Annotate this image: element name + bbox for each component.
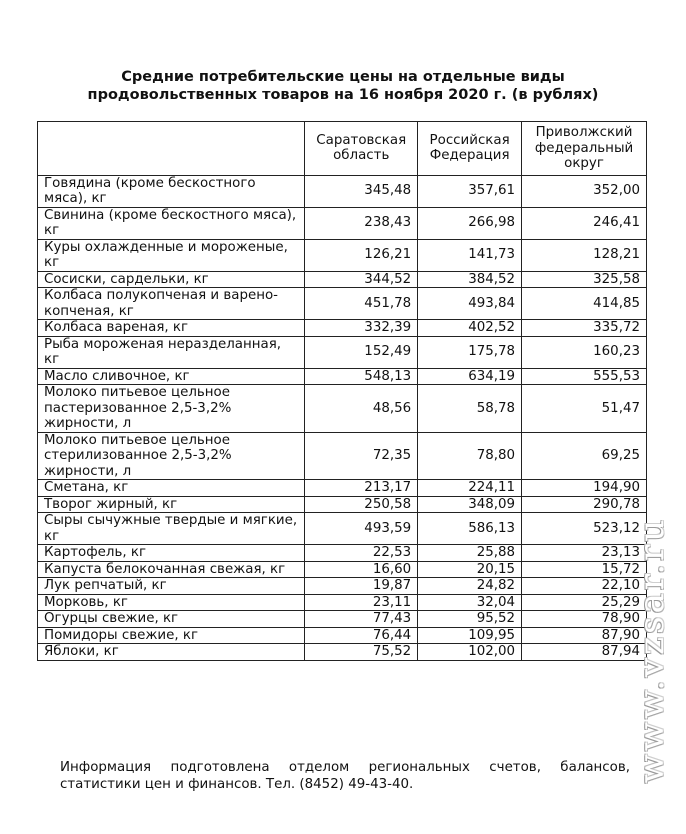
saratov-price-cell: 332,39 [305,320,418,337]
footnote-line-1: Информация подготовлена отделом региональных счетов, балансов, [60,760,630,775]
saratov-price-cell: 75,52 [305,644,418,661]
pfo-price-cell: 414,85 [522,288,647,320]
table-row [38,271,647,288]
table-header-row [38,122,647,176]
saratov-price-cell: 48,56 [305,385,418,433]
table-row [38,239,647,271]
product-name-cell: Сыры сычужные твердые и мягкие, кг [38,513,305,545]
table-row [38,496,647,513]
saratov-price-cell: 126,21 [305,239,418,271]
product-name-cell: Огурцы свежие, кг [38,611,305,628]
product-name-cell: Молоко питьевое цельное стерилизованное 2,5-3,2% жирности, л [38,432,305,480]
pfo-price-cell: 69,25 [522,432,647,480]
title-line-1: Средние потребительские цены на отдельные виды [121,69,565,85]
rf-price-cell: 357,61 [418,175,522,207]
pfo-price-cell: 194,90 [522,480,647,497]
rf-price-cell: 109,95 [418,627,522,644]
watermark-text: www.vzsar.ru [632,516,672,784]
rf-price-cell: 348,09 [418,496,522,513]
product-name-cell: Сосиски, сардельки, кг [38,271,305,288]
pfo-price-cell: 290,78 [522,496,647,513]
table-row [38,207,647,239]
footnote [60,759,630,793]
rf-price-cell: 634,19 [418,368,522,385]
table-row [38,561,647,578]
rf-price-cell: 266,98 [418,207,522,239]
product-name-cell: Лук репчатый, кг [38,578,305,595]
product-name-cell: Колбаса полукопченая и варено-копченая, кг [38,288,305,320]
saratov-price-cell: 72,35 [305,432,418,480]
saratov-price-cell: 77,43 [305,611,418,628]
pfo-price-cell: 78,90 [522,611,647,628]
saratov-price-cell: 22,53 [305,545,418,562]
product-name-cell: Молоко питьевое цельное пастеризованное 2,5-3,2% жирности, л [38,385,305,433]
rf-price-cell: 586,13 [418,513,522,545]
product-name-cell: Куры охлажденные и мороженые, кг [38,239,305,271]
pfo-price-cell: 23,13 [522,545,647,562]
product-name-cell: Говядина (кроме бескостного мяса), кг [38,175,305,207]
product-name-cell: Свинина (кроме бескостного мяса), кг [38,207,305,239]
rf-price-cell: 25,88 [418,545,522,562]
table-row [38,594,647,611]
prices-table [37,121,647,661]
pfo-price-cell: 128,21 [522,239,647,271]
table-row [38,320,647,337]
pfo-price-cell: 523,12 [522,513,647,545]
watermark [632,480,672,820]
product-name-cell: Колбаса вареная, кг [38,320,305,337]
table-row [38,644,647,661]
header-saratov: Саратовская область [305,122,418,176]
pfo-price-cell: 335,72 [522,320,647,337]
pfo-price-cell: 246,41 [522,207,647,239]
table-row [38,336,647,368]
pfo-price-cell: 22,10 [522,578,647,595]
header-rf: Российская Федерация [418,122,522,176]
saratov-price-cell: 19,87 [305,578,418,595]
table-row [38,627,647,644]
product-name-cell: Масло сливочное, кг [38,368,305,385]
rf-price-cell: 175,78 [418,336,522,368]
table-row [38,288,647,320]
table-row [38,480,647,497]
product-name-cell: Картофель, кг [38,545,305,562]
saratov-price-cell: 16,60 [305,561,418,578]
footnote-line-2: статистики цен и финансов. Тел. (8452) 49-43-40. [60,777,414,792]
rf-price-cell: 58,78 [418,385,522,433]
rf-price-cell: 493,84 [418,288,522,320]
pfo-price-cell: 51,47 [522,385,647,433]
rf-price-cell: 384,52 [418,271,522,288]
rf-price-cell: 24,82 [418,578,522,595]
saratov-price-cell: 548,13 [305,368,418,385]
table-row [38,513,647,545]
pfo-price-cell: 555,53 [522,368,647,385]
header-product [38,122,305,176]
table-row [38,385,647,433]
page-title [0,68,686,104]
rf-price-cell: 141,73 [418,239,522,271]
saratov-price-cell: 250,58 [305,496,418,513]
product-name-cell: Морковь, кг [38,594,305,611]
product-name-cell: Рыба мороженая неразделанная, кг [38,336,305,368]
pfo-price-cell: 352,00 [522,175,647,207]
table-row [38,545,647,562]
rf-price-cell: 224,11 [418,480,522,497]
rf-price-cell: 402,52 [418,320,522,337]
rf-price-cell: 95,52 [418,611,522,628]
saratov-price-cell: 345,48 [305,175,418,207]
rf-price-cell: 32,04 [418,594,522,611]
rf-price-cell: 102,00 [418,644,522,661]
product-name-cell: Помидоры свежие, кг [38,627,305,644]
product-name-cell: Сметана, кг [38,480,305,497]
header-pfo: Приволжский федеральный округ [522,122,647,176]
table-row [38,175,647,207]
pfo-price-cell: 325,58 [522,271,647,288]
saratov-price-cell: 23,11 [305,594,418,611]
table-row [38,432,647,480]
rf-price-cell: 78,80 [418,432,522,480]
saratov-price-cell: 76,44 [305,627,418,644]
pfo-price-cell: 87,94 [522,644,647,661]
title-line-2: продовольственных товаров на 16 ноября 2020 г. (в рублях) [87,87,599,103]
pfo-price-cell: 15,72 [522,561,647,578]
product-name-cell: Творог жирный, кг [38,496,305,513]
saratov-price-cell: 493,59 [305,513,418,545]
table-row [38,611,647,628]
saratov-price-cell: 213,17 [305,480,418,497]
table-row [38,368,647,385]
product-name-cell: Яблоки, кг [38,644,305,661]
table-row [38,578,647,595]
table-body [38,175,647,660]
pfo-price-cell: 25,29 [522,594,647,611]
saratov-price-cell: 344,52 [305,271,418,288]
pfo-price-cell: 160,23 [522,336,647,368]
saratov-price-cell: 451,78 [305,288,418,320]
pfo-price-cell: 87,90 [522,627,647,644]
saratov-price-cell: 238,43 [305,207,418,239]
product-name-cell: Капуста белокочанная свежая, кг [38,561,305,578]
rf-price-cell: 20,15 [418,561,522,578]
saratov-price-cell: 152,49 [305,336,418,368]
